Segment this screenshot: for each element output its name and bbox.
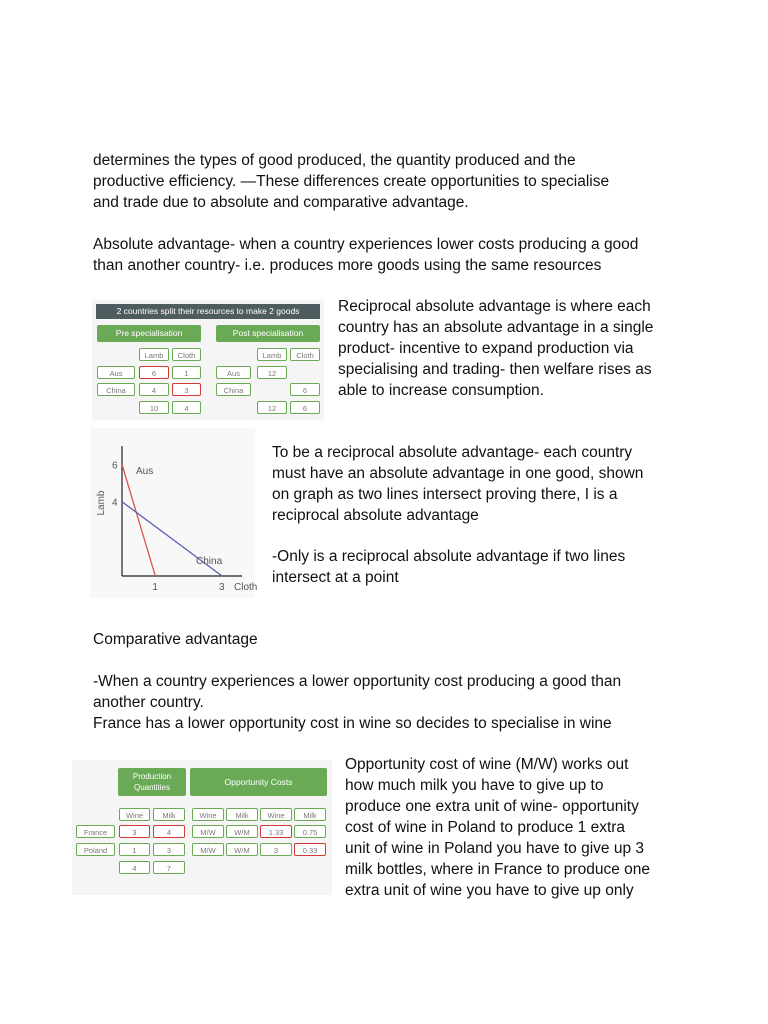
text-line: -Only is a reciprocal absolute advantage if two lines <box>272 548 626 565</box>
row-label-aus: Aus <box>97 366 135 379</box>
post-total-lamb: 12 <box>257 401 287 414</box>
specialisation-table <box>92 300 324 420</box>
post-lamb-header: Lamb <box>257 348 287 361</box>
poland-oc-wine: 3 <box>260 843 292 856</box>
text-line: Comparative advantage <box>93 631 258 648</box>
reciprocal-paragraph <box>338 296 653 401</box>
text-line: and trade due to absolute and comparative advantage. <box>93 194 469 211</box>
text-line: extra unit of wine you have to give up only <box>345 882 634 899</box>
text-line: cost of wine in Poland to produce 1 extra <box>345 819 626 836</box>
pre-lamb-header: Lamb <box>139 348 169 361</box>
x-tick-label: 3 <box>219 582 225 593</box>
text-line: -When a country experiences a lower opportunity cost producing a good than <box>93 673 622 690</box>
text-line: determines the types of good produced, the quantity produced and the <box>93 152 576 169</box>
graph-note-paragraph <box>272 442 643 526</box>
x-tick-label: 1 <box>152 582 158 593</box>
row-label-france: France <box>76 825 115 838</box>
china-pre-cloth: 3 <box>172 383 201 396</box>
pre-total-cloth: 4 <box>172 401 201 414</box>
text-line: Absolute advantage- when a country experiences lower costs producing a good <box>93 236 639 253</box>
oc-milk-header-2: Milk <box>294 808 326 821</box>
total-wine: 4 <box>119 861 150 874</box>
text-line: able to increase consumption. <box>338 382 544 399</box>
poland-wine: 1 <box>119 843 150 856</box>
text-line: must have an absolute advantage in one good, shown <box>272 465 644 482</box>
text-line: unit of wine in Poland you have to give up 3 <box>345 840 645 857</box>
series-label-aus: Aus <box>136 466 154 477</box>
y-tick-label: 6 <box>112 460 118 472</box>
comparative-title <box>93 629 258 650</box>
comparative-definition <box>93 671 621 734</box>
production-quantities-header <box>118 768 186 796</box>
aus-post-lamb: 12 <box>257 366 287 379</box>
text-line: productive efficiency. —These differences create opportunities to specialise <box>93 173 610 190</box>
pq-wine-header: Wine <box>119 808 150 821</box>
france-wine: 3 <box>119 825 150 838</box>
oc-wine-header-2: Wine <box>260 808 292 821</box>
post-total-cloth: 6 <box>290 401 320 414</box>
x-axis-label: Cloth <box>234 582 258 593</box>
total-milk: 7 <box>153 861 185 874</box>
france-oc-wine: 1.33 <box>260 825 292 838</box>
poland-oc-milk: 0.33 <box>294 843 326 856</box>
pre-total-lamb: 10 <box>139 401 169 414</box>
text-line: specialising and trading- then welfare rises as <box>338 361 652 378</box>
absolute-advantage-paragraph <box>93 234 638 276</box>
row-label-aus-post: Aus <box>216 366 251 379</box>
text-line: Opportunity cost of wine (M/W) works out <box>345 756 629 773</box>
post-cloth-header: Cloth <box>290 348 320 361</box>
text-line: than another country- i.e. produces more goods using the same resources <box>93 257 602 274</box>
row-label-china: China <box>97 383 135 396</box>
intro-paragraph <box>93 150 609 213</box>
poland-mw: M/W <box>192 843 224 856</box>
text-line: France has a lower opportunity cost in wine so decides to specialise in wine <box>93 715 612 732</box>
pq-line-1: Production <box>132 772 172 781</box>
france-milk: 4 <box>153 825 185 838</box>
row-label-china-post: China <box>216 383 251 396</box>
text-line: how much milk you have to give up to <box>345 777 604 794</box>
poland-milk: 3 <box>153 843 185 856</box>
text-line: country has an absolute advantage in a single <box>338 319 654 336</box>
opportunity-cost-paragraph <box>345 754 650 901</box>
text-line: milk bottles, where in France to produce one <box>345 861 650 878</box>
text-line: Reciprocal absolute advantage is where each <box>338 298 651 315</box>
poland-wm: W/M <box>226 843 258 856</box>
series-label-china: China <box>196 556 223 567</box>
y-tick-label: 4 <box>112 497 118 509</box>
pre-specialisation-header: Pre specialisation <box>97 325 201 342</box>
oc-milk-header-1: Milk <box>226 808 258 821</box>
france-mw: M/W <box>192 825 224 838</box>
pq-line-2: Quantities <box>133 783 171 792</box>
post-specialisation-header: Post specialisation <box>216 325 320 342</box>
france-oc-milk: 0.75 <box>294 825 326 838</box>
aus-pre-cloth: 1 <box>172 366 201 379</box>
y-axis-label: Lamb <box>96 490 107 516</box>
text-line: on graph as two lines intersect proving there, I is a <box>272 486 618 503</box>
table-title: 2 countries split their resources to make 2 goods <box>96 304 320 319</box>
france-wm: W/M <box>226 825 258 838</box>
opportunity-cost-table <box>72 760 332 895</box>
row-label-poland: Poland <box>76 843 115 856</box>
pq-milk-header: Milk <box>153 808 185 821</box>
text-line: reciprocal absolute advantage <box>272 507 479 524</box>
text-line: intersect at a point <box>272 569 399 586</box>
aus-pre-lamb: 6 <box>139 366 169 379</box>
china-post-cloth: 6 <box>290 383 320 396</box>
china-pre-lamb: 4 <box>139 383 169 396</box>
text-line: product- incentive to expand production via <box>338 340 634 357</box>
chart-background <box>90 428 258 598</box>
opportunity-costs-header: Opportunity Costs <box>190 768 327 796</box>
production-possibility-chart <box>90 428 258 598</box>
only-note-paragraph <box>272 546 625 588</box>
oc-wine-header-1: Wine <box>192 808 224 821</box>
text-line: To be a reciprocal absolute advantage- each country <box>272 444 633 461</box>
text-line: produce one extra unit of wine- opportunity <box>345 798 639 815</box>
text-line: another country. <box>93 694 204 711</box>
pre-cloth-header: Cloth <box>172 348 201 361</box>
